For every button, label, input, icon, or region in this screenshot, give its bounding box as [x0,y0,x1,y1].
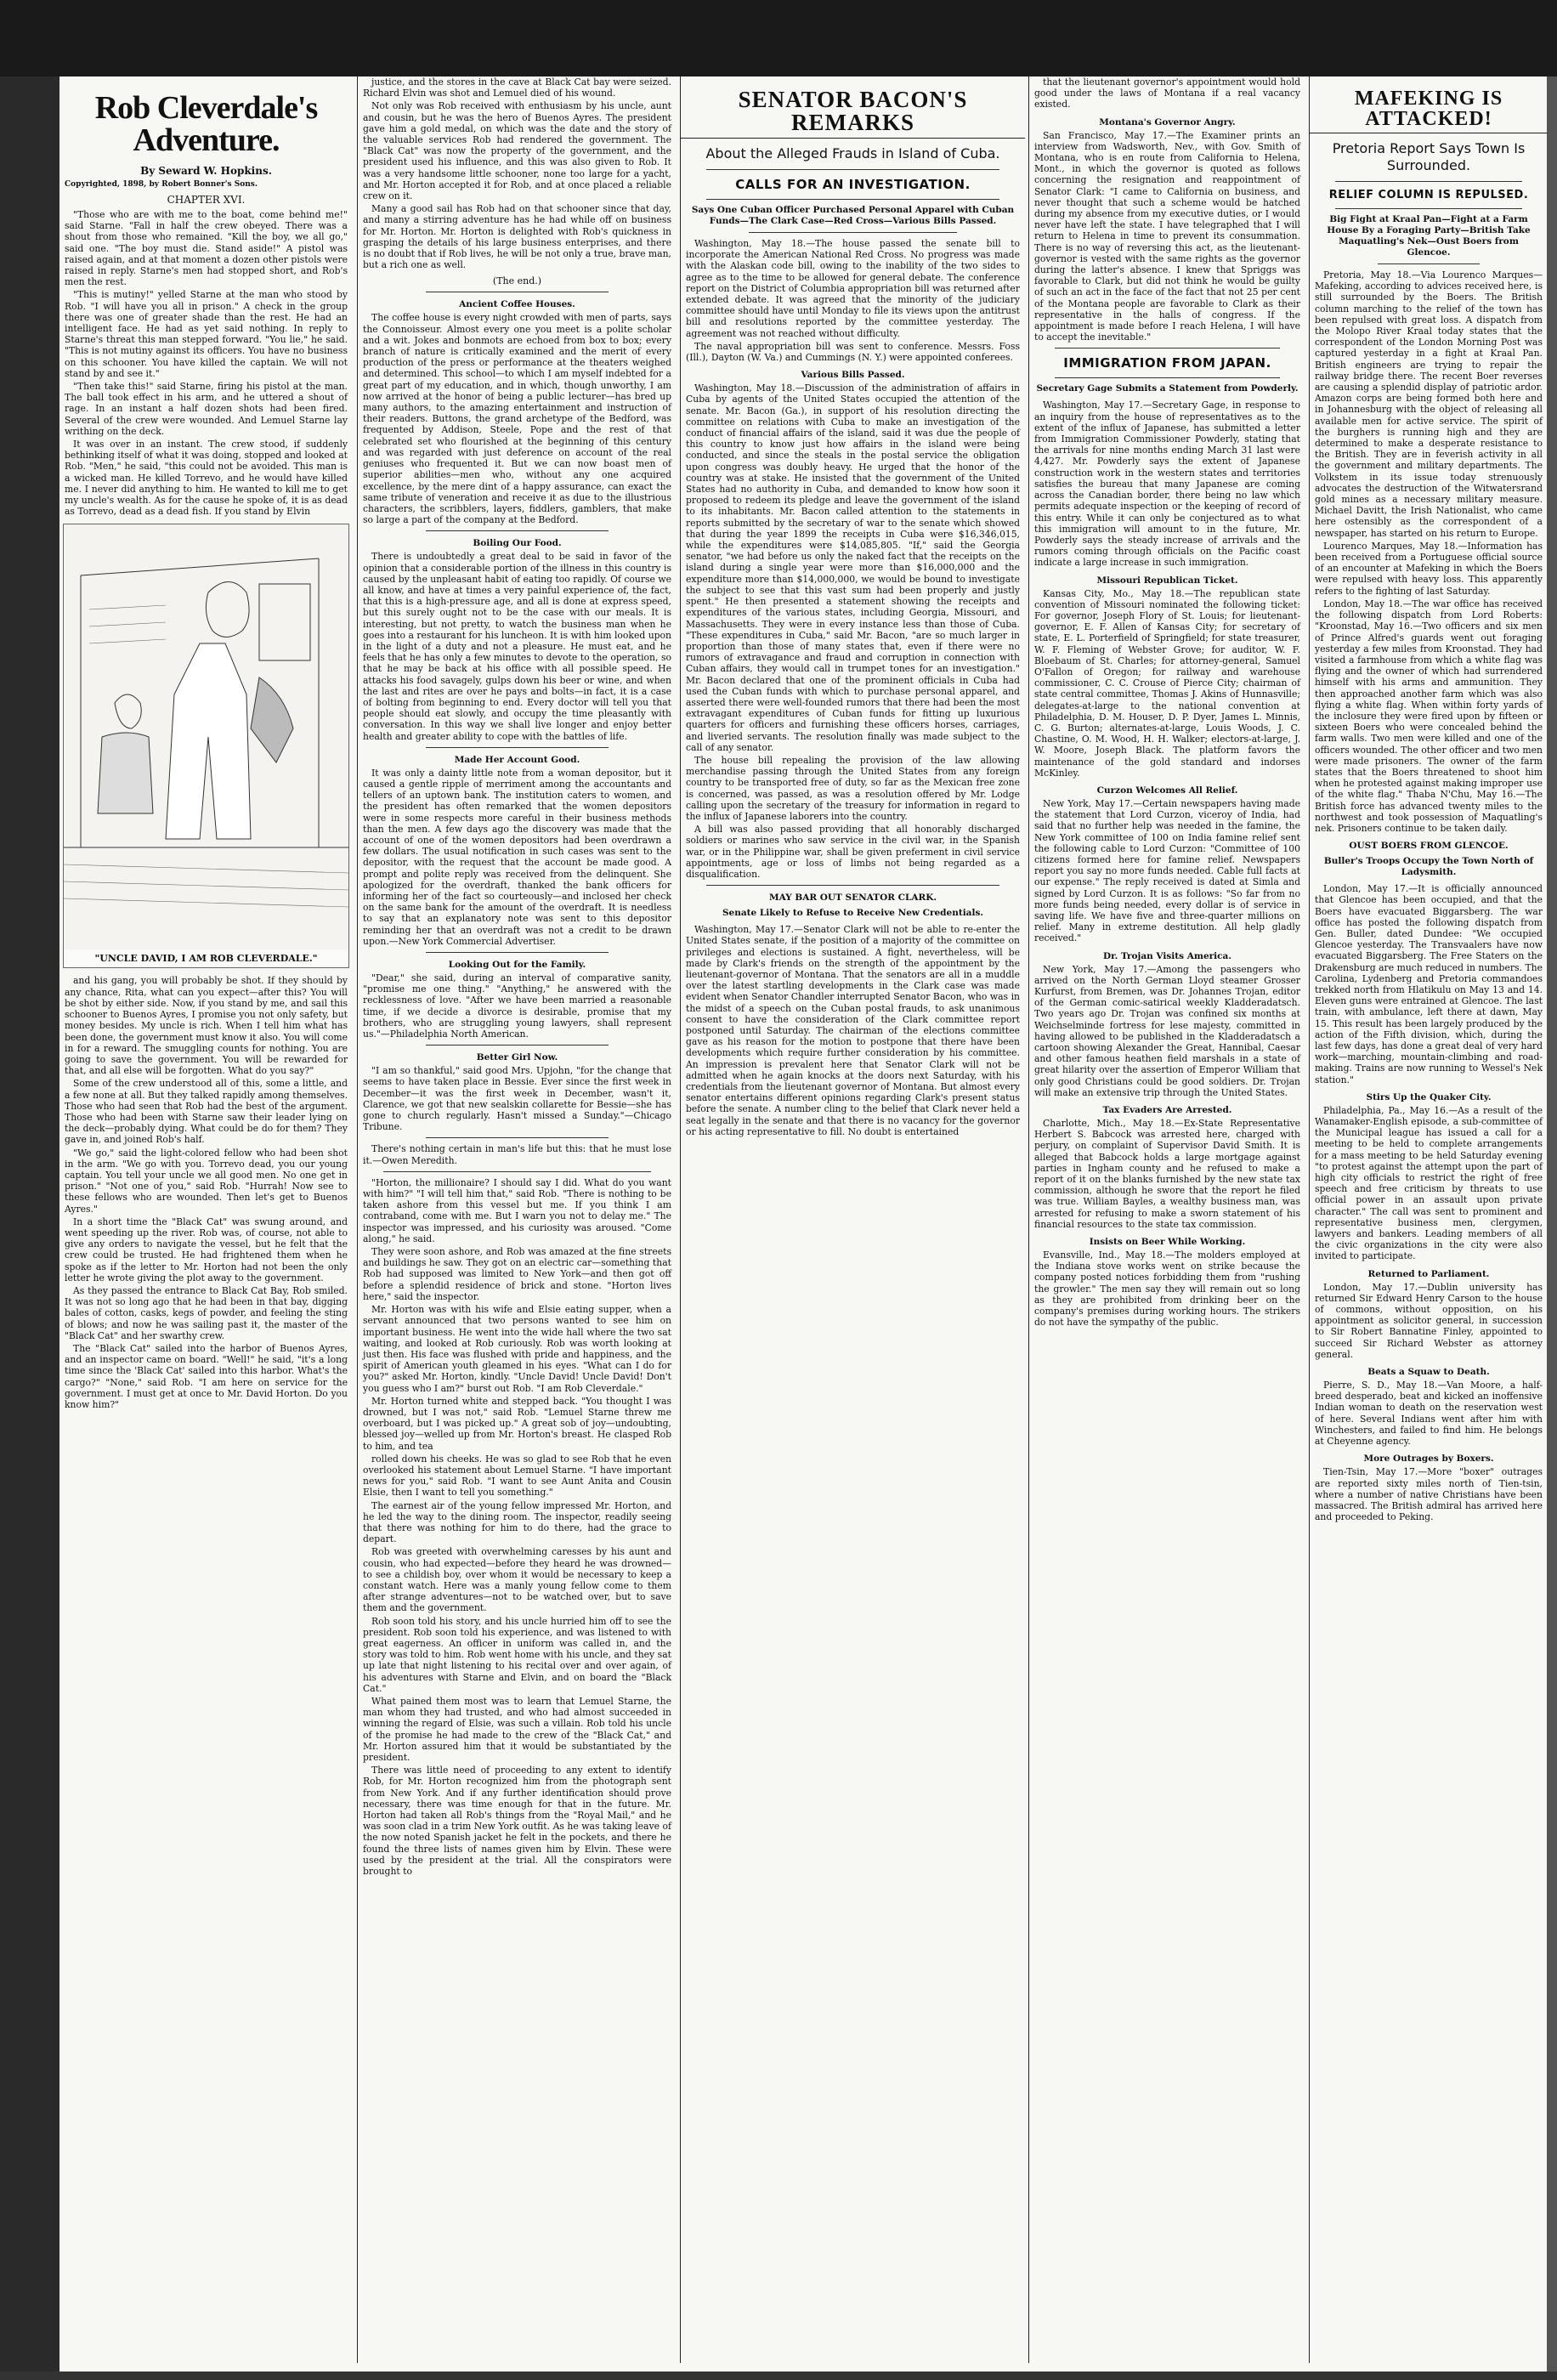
paragraph: The "Black Cat" sailed into the harbor of Buenos Ayres, and an inspector came on board. "Well!" he said, "it's a long time since the 'Black Cat' sailed into this harbor. What's the cargo?" "None," said Rob. "I am here on service for the government. I must get at once to Mr. David Horton. Do you know him?" [65,1342,348,1410]
item-heading: Insists on Beer While Working. [1089,1237,1246,1248]
paragraph: Charlotte, Mich., May 18.—Ex-State Representative Herbert S. Babcock was arrested here, charged with perjury, on complaint of Supervisor David Smith. It is alleged that Babcock holds a large mortgage against parties in Ingham county and he refused to make a report of it on the blanks furnished by the new state tax commission, although he swore that the report he filed was true. William Bayles, a wealthy business man, was arrested for refusing to make a sworn statement of his financial resources to the state tax commission. [1034,1118,1300,1230]
deck-bold: CALLS FOR AN INVESTIGATION. [735,177,971,192]
deck: Pretoria Report Says Town Is Surrounded. [1332,140,1526,173]
headline-bacon: SENATOR BACON'S REMARKS [681,76,1025,139]
item-heading: Looking Out for the Family. [448,960,586,971]
item-heading: Stirs Up the Quaker City. [1366,1091,1492,1102]
item-heading: Various Bills Passed. [801,370,905,381]
item-heading: MAY BAR OUT SENATOR CLARK. [768,892,937,904]
column-1 [59,76,353,2363]
item-heading: Beats a Squaw to Death. [1367,1367,1490,1378]
item-heading: Ancient Coffee Houses. [459,299,575,310]
paragraph: Lourenco Marques, May 18.—Information has been received from a Portuguese official source of an encounter at Mafeking in which the Boers were repulsed with heavy loss. This apparently refers to the fighting of last Saturday. [1315,540,1543,597]
column-5 [1309,76,1548,2363]
paragraph: As they passed the entrance to Black Cat Bay, Rob smiled. It was not so long ago that he had been in that bay, digging bales of cotton, casks, kegs of powder, and feeling the sting of blows; and now he was sailing past it, the master of the "Black Cat" and her swarthy crew. [65,1284,348,1341]
paragraph: and his gang, you will probably be shot. If they should by any chance, Rita, what can you expect—after this? You will be shot by either side. Now, if you stand by me, and sail this schooner to Buenos Ayres, I promise you not only safety, but money besides. My uncle is rich. When I tell him what has been done, the government must know it also. You will come in for a reward. The smuggling counts for nothing. You are going to save the government. You will be rewarded for that, and all else will be forgotten. What do you say?" [65,975,348,1077]
deck: About the Alleged Frauds in Island of Cuba. [705,145,1000,162]
paragraph: justice, and the stores in the cave at Black Cat bay were seized. Richard Elvin was shot and Lemuel died of his wound. [363,76,671,99]
item-heading: Missouri Republican Ticket. [1096,575,1238,586]
paragraph: Washington, May 17.—Senator Clark will not be able to re-enter the United States senate, if the position of a majority of the committee on privileges and elections is sustained. A fight, nevertheless, will be made by Clark's friends on the strength of the appointment by the lieutenant-governor of Montana. That the senators are all in a muddle over the latest startling developments in the Clark case was made evident when Senator Chandler interrupted Senator Bacon, who was in the midst of a speech on the Cuban postal frauds, to ask unanimous consent to have the consideration of the Clark committee report postponed until Saturday. The chairman of the elections committee gave as his reason for the motion to postpone that there have been developments which require further consideration by his committee. An impression is prevalent here that Senator Clark will not be admitted when he again knocks at the doors next Saturday, with his credentials from the lieutenant governor of Montana. But almost every senator entertains different opinions regarding Clark's present status before the senate. A number cling to the belief that Clark never held a seat legally in the senate and that there is no vacancy for the governor or his acting representative to fill. No doubt is entertained [686,924,1020,1137]
item-heading: Curzon Welcomes All Relief. [1096,785,1238,796]
paragraph: They were soon ashore, and Rob was amazed at the fine streets and buildings he saw. They got on an electric car—something that Rob had supposed was limited to New York—and then got off before a splendid residence of brick and stone. "Horton lives here," said the inspector. [363,1246,671,1302]
divider [749,232,957,233]
paragraph: There is undoubtedly a great deal to be said in favor of the opinion that a considerable portion of the illness in this country is caused by the unpleasant habit of eating too rapidly. Of course we all know, and have at times a very painful experience of, the fact, that this is a high-pressure age, and all is done at express speed, but this surely ought not to be the case with our meals. It is interesting, but not pretty, to watch the business man when he goes into a restaurant for his luncheon. It is with him looked upon in the light of a duty and not a pleasure. He must eat, and he feels that he has only a few minutes to devote to the operation, so that he may be back at his office with all possible speed. He attacks his food savagely, gulps down his beer or wine, and when the last and rites are over he pays and bolts—in fact, it is a case of bolting from beginning to end. Every doctor will tell you that people should eat slowly, and occupy the time pleasantly with conversation. In this way we shall live longer and enjoy better health and greater ability to cope with the battles of life. [363,551,672,742]
paragraph: The house bill repealing the provision of the law allowing merchandise passing through the United States from any foreign country to be transported free of duty, so far as the Mexican free zone is concerned, was passed, as was a resolution offered by Mr. Lodge calling upon the secretary of the treasury for information in regard to the influx of Japanese laborers into the country. [686,754,1020,822]
paragraph: It was over in an instant. The crew stood, if suddenly bethinking itself of what it was doing, stopped and looked at Rob. "Men," he said, "this could not be avoided. This man is a wicked man. He killed Torrevo, and he would have killed me. I never did anything to him. He wanted to kill me to get my uncle's wealth. As for the cause he spoke of, it is as dead as Torrevo, dead as a dead fish. If you stand by Elvin [65,439,348,518]
paragraph: There's nothing certain in man's life but this: that he must lose it.—Owen Meredith. [363,1143,671,1166]
paragraph: Rob soon told his story, and his uncle hurried him off to see the president. Rob soon told his experience, and was listened to with great eagerness. An officer in uniform was called in, and the story was told to him. Rob went home with his uncle, and they sat up late that night listening to his recital over and over again, of his adventures with Starne and Elvin, and on board the "Black Cat." [363,1615,671,1694]
paragraph: The earnest air of the young fellow impressed Mr. Horton, and he led the way to the dining room. The inspector, readily seeing that there was nothing for him to do there, had the grace to depart. [363,1499,671,1545]
paragraph: A bill was also passed providing that all honorably discharged soldiers or marines who saw service in the civil war, in the Spanish war, or in the Philippine war, shall be given preferment in civil service appointments, age or loss of limbs not being regarded as a disqualification. [686,824,1020,880]
item-heading: Made Her Account Good. [454,754,580,765]
newspaper-page [59,76,1547,2372]
column-2 [357,76,677,2363]
divider [706,885,999,886]
divider [426,530,609,531]
paragraph: Washington, May 18.—The house passed the senate bill to incorporate the American National Red Cross. No progress was made with the Alaskan code bill, owing to the inability of the two sides to agree as to the time to be allowed for general debate. The conference report on the District of Columbia appropriation bill was returned after extended debate. It was agreed that the minority of the judiciary committee should have until Monday to file its views upon the antitrust bill and resolutions reported by the committee yesterday. The agreement was not reached without difficulty. [686,238,1020,339]
subheading: Says One Cuban Officer Purchased Personal Apparel with Cuban Funds—The Clark Case—Red Cross—Various Bills Passed. [691,205,1015,226]
paragraph: "Those who are with me to the boat, come behind me!" said Starne. "Fall in half the crew obeyed. There was a shout from those who remained. "Kill the boy, we all go," said one. "The boy must die. Stand aside!" A pistol was raised again, and at that moment a dozen other pistols were raised in reply. Starne's men had stopped short, and Rob's men the rest. [65,209,348,288]
chapter-heading: CHAPTER XVI. [167,194,246,206]
paragraph: Kansas City, Mo., May 18.—The republican state convention of Missouri nominated the following ticket: For governor, Joseph Flory of St. Louis; for lieutenant-governor, E. F. Allen of Kansas City; for secretary of state, E. L. Porterfield of Springfield; for state treasurer, W. F. Fleming of Webster Grove; for auditor, W. F. Bloebaum of St. Charles; for attorney-general, Samuel O'Fallon of Oregon; for railway and warehouse commissioner, C. C. Crouse of Pierce City; chairman of state central committee, Thomas J. Akins of Hunnasville; delegates-at-large to the national convention at Philadelphia, D. M. Houser, D. P. Dyer, James L. Minnis, C. G. Burton; alternates-at-large, Louis Woods, J. C. Chastine, O. M. Wood, H. H. Walker; electors-at-large, J. W. Moore, Joseph Black. The platform favors the maintenance of the gold standard and indorses McKinley. [1034,587,1300,779]
item-heading: More Outrages by Boxers. [1363,1454,1494,1465]
paragraph: Many a good sail has Rob had on that schooner since that day, and many a stirring adventure has he had while off on business for Mr. Horton. Mr. Horton is delighted with Rob's quickness in grasping the details of his large business enterprises, and there is no doubt that if Rob lives, he will be not only a true, brave man, but a rich one as well. [363,203,671,271]
paragraph: Mr. Horton turned white and stepped back. "You thought I was drowned, but I was not," said Rob. "Lemuel Starne threw me overboard, but I was picked up." A great sob of joy—undoubting, blessed joy—welled up from Mr. Horton's breast. He clasped Rob to him, and tea [363,1395,671,1452]
subheading: Buller's Troops Occupy the Town North of Ladysmith. [1323,856,1534,878]
subheading: Senate Likely to Refuse to Receive New Credentials. [722,908,984,919]
paragraph: There was little need of proceeding to any extent to identify Rob, for Mr. Horton recognized him from the photograph sent from New York. And if any further identification should prove necessary, there was time enough for that in the future. Mr. Horton had taken all Rob's things from the "Royal Mail," and he was soon clad in a trim New York outfit. As he was taking leave of the now noted Spanish jacket he felt in the pockets, and there he found the three lists of names given him by Elvin. These were used by the president at the trial. All the conspirators were brought to [363,1765,671,1878]
paragraph: "I am so thankful," said good Mrs. Upjohn, "for the change that seems to have taken place in Bessie. Ever since the first week in December—it was the first week in December, wasn't it, Clarence, we got that new sealskin collarette for Bessie—she has gone to church regularly. Hasn't missed a Sunday."—Chicago Tribune. [363,1065,671,1133]
headline-mafeking: MAFEKING IS ATTACKED! [1310,76,1548,133]
paragraph: The naval appropriation bill was sent to conference. Messrs. Foss (Ill.), Dayton (W. Va.) and Cummings (N. Y.) were appointed conferees. [686,340,1020,364]
paragraph: Washington, May 18.—Discussion of the administration of affairs in Cuba by agents of the United States occupied the attention of the senate. Mr. Bacon (Ga.), in support of his resolution directing the committee on relations with Cuba to make an investigation of the conduct of financial affairs of the island, said it was due the people of this country to know just how affairs in the island were being conducted, and since the steals in the postal service the obligation upon congress was doubly heavy. He urged that the honor of the country was at stake. He insisted that the government of the United States had no authority in Cuba, and demanded to know how soon it proposed to redeem its pledge and leave the government of the island to its inhabitants. Mr. Bacon called attention to the statements in reports submitted by the secretary of war to the senate which showed that during the year 1899 the receipts in Cuba were $16,346,015, while the expenditures were $14,085,805. "If," said the Georgia senator, "we had before us only the naked fact that the receipts on the island during a single year were more than $16,000,000 and the expenditure more than $14,000,000, we would be bound to investigate the subject to see that this vast sum had been properly and justly spent." He then presented a statement showing the receipts and expenditures of the various states, including Georgia, Missouri, and Massachusetts. They were in every instance less than those of Cuba. "These expenditures in Cuba," said Mr. Bacon, "are so much larger in proportion than those of many states that, even if there were no rumors of extravagance and fraud and corruption in connection with Cuban affairs, they would call in trumpet tones for an investigation." Mr. Bacon declared that one of the prominent officials in Cuba had used the Cuban funds with which to purchase personal apparel, and asserted there were well-founded rumors that there had been the most extravagant expenditures of Cuban funds for fitting up luxurious quarters for officers and furnishing these officers horses, carriages, and liveried servants. The resolution finally was made subject to the call of any senator. [686,382,1020,753]
column-3 [680,76,1025,2363]
headline-immigration: IMMIGRATION FROM JAPAN. [1063,355,1271,371]
illustration-caption: "UNCLE DAVID, I AM ROB CLEVERDALE." [94,953,318,965]
item-heading: Montana's Governor Angry. [1099,116,1236,128]
paragraph: The coffee house is every night crowded with men of parts, says the Connoisseur. Almost every one you meet is a polite scholar and a wit. Jokes and bonmots are echoed from box to box; every branch of nature is critically examined and the merit of every production of the press or performance at the theaters weighed and determined. This school—to which I am myself indebted for a great part of my education, and in which, though unworthy, I am now arrived at the honor of being a public lecturer—has bred up many authors, to the amazing entertainment and instruction of their readers. Buttons, the grand archetype of the Bedford, was frequented by Addison, Steele, Pope and the rest of that celebrated set who flourished at the beginning of this century and was regarded with just deference on account of the real geniuses who frequented it. But we can now boast men of superior abilities—men who, without any one acquired excellence, by the mere dint of a happy assurance, can exact the same tribute of veneration and receive it as due to the illustrious characters, the scribblers, layers, fiddlers, gamblers, that make so large a part of the company at the Bedford. [363,312,671,526]
paragraph: In a short time the "Black Cat" was swung around, and went speeding up the river. Rob was, of course, not able to give any orders to navigate the vessel, but he felt that the crew could be trusted. He had frightened them when he spoke as if the letter to Mr. Horton had not been the only letter he wrote giving the plot away to the government. [65,1216,348,1284]
divider [1335,181,1522,182]
scan-left-margin [0,76,59,2380]
paragraph: "Horton, the millionaire? I should say I did. What do you want with him?" "I will tell him that," said Rob. "There is nothing to be taken ashore from this vessel but me. If you think I am contraband, come with me. But I warn you not to delay me." The inspector was impressed, and his curiosity was aroused. "Come along," he said. [363,1176,671,1244]
paragraph: "We go," said the light-colored fellow who had been shot in the arm. "We go with you. Torrevo dead, you our young captain. You tell your uncle we all good men. No one get in prison." "Not one of you," said Rob. "Hurrah! Now see to these fellows who are wounded. Then let's get to Buenos Ayres." [65,1147,348,1215]
item-heading: Returned to Parliament. [1367,1268,1490,1279]
story-end-mark: (The end.) [492,275,542,287]
item-heading: Dr. Trojan Visits America. [1102,950,1232,961]
divider [706,199,999,200]
paragraph: Tien-Tsin, May 17.—More "boxer" outrages are reported sixty miles north of Tien-tsin, where a number of native Christians have been massacred. The British admiral has arrived here and proceeded to Peking. [1315,1466,1543,1523]
item-heading: Boiling Our Food. [473,538,562,549]
divider [1055,377,1280,378]
divider [1335,208,1522,209]
paragraph: rolled down his cheeks. He was so glad to see Rob that he even overlooked his statement about Lemuel Starne. "I have important news for you," said Rob. "I want to see Aunt Anita and Cousin Elsie, then I want to tell you something." [363,1453,671,1499]
paragraph: "Then take this!" said Starne, firing his pistol at the man. The ball took effect in his arm, and he uttered a shout of rage. In an instant a half dozen shots had been fired. Several of the crew were wounded. And Lemuel Starne lay writhing on the deck. [65,381,348,437]
paragraph: New York, May 17.—Certain newspapers having made the statement that Lord Curzon, viceroy of India, had said that no further help was needed in the famine, the New York committee of 100 on India famine relief sent the following cable to Lord Curzon: "Committee of 100 citizens formed here for famine relief. Newspapers report you say no more funds needed. Cable full facts at our expense." The reply received is dated at Simla and signed by Lord Curzon. It is as follows: "So far from no more funds being needed, every dollar is of service in saving life. We have five and three-quarter millions on relief. Many in extreme destitution. All help gladly received." [1034,797,1300,944]
paragraph: Evansville, Ind., May 18.—The molders employed at the Indiana stove works went on strike because the company posted notices forbidding them from "rushing the growler." The men say they will remain out so long as they are prohibited from drinking beer on the company's premises during working hours. The strikers do not have the sympathy of the public. [1034,1250,1300,1329]
scan-right-margin [1547,76,1557,2380]
paragraph: London, May 17.—It is officially announced that Glencoe has been occupied, and that the Boers have evacuated Biggarsberg. The war office has posted the following dispatch from Gen. Buller, dated Dundee: "We occupied Glencoe yesterday. The Transvaalers have now evacuated Biggarsberg. The Free Staters on the Drakensburg are much reduced in numbers. The Carolina, Lydenberg and Pretoria commandoes trekked north from Hlatikulu on May 13 and 14. Eleven guns were entrained at Glencoe. The last train, with ambulance, left there at dawn, May 15. This result has been largely produced by the action of the Fifth division, which, during the last few days, has done a great deal of very hard work—marching, mountain-climbing and road-making. Trains are now running to Wessel's Nek station." [1315,883,1543,1085]
paragraph: Some of the crew understood all of this, some a little, and a few none at all. But they talked rapidly among themselves. Those who had seen that Rob had the best of the argument. Those who had been with Starne saw their leader lying on the deck—probably dying. What could be do for them? They gave in, and joined Rob's half. [65,1078,348,1146]
story-copyright: Copyrighted, 1898, by Robert Bonner's Sons. [65,180,258,189]
divider [426,1137,609,1138]
paragraph: San Francisco, May 17.—The Examiner prints an interview from Wadsworth, Nev., with Gov. Smith of Montana, who is en route from California to Helena, Mont., in which the governor is quoted as follows concerning the resignation and reappointment of Senator Clark: "I came to California on business, and never thought that such a scheme would be hatched during my absence from my executive duties, or I would never have left the state. I have telegraphed that I will return to Helena in time to prevent its consummation. There is no way of reversing this act, as the lieutenant-governor is vested with the same rights as the governor during the latter's absence. I knew that Spriggs was favorable to Clark, but did not think he would be guilty of such an act in the face of the fact that not 25 per cent of the Montana people are favorable to Clark as their representative in the halls of congress. If the appointment is made before I reach Helena, I will have to accept the inevitable." [1034,129,1300,343]
subheading: Big Fight at Kraal Pan—Fight at a Farm House By a Foraging Party—British Take Maquatling's Nek—Oust Boers from Glencoe. [1327,214,1531,258]
paragraph: Pretoria, May 18.—Via Lourenco Marques—Mafeking, according to advices received here, is still surrounded by the Boers. The British column marching to the relief of the town has been repulsed with great loss. A dispatch from the Molopo River Kraal today states that the correspondent of the London Morning Post was captured yesterday in a fight at Kraal Pan. British engineers are trying to repair the railway bridge there. The recent Boer reverses are causing a splendid display of patriotic ardor. Amazon corps are being formed both here and in Johannesburg with the object of releasing all available men for active service. The spirit of the burghers is running high and they are determined to make a desperate resistance to the British. They are in feverish activity in all the government and military departments. The Volkstem in its issue today strenuously advocates the destruction of the Witwatersrand gold mines as a necessary military measure. Michael Davitt, the Irish Nationalist, who came here ostensibly as the correspondent of a newspaper, has started on his return to Europe. [1315,269,1543,539]
story-headline: Rob Cleverdale's Adventure. [94,90,318,158]
paragraph: "Dear," she said, during an interval of comparative sanity, "promise me one thing." "Anything," he answered with the recklessness of love. "After we have been married a reasonable time, if we decide a divorce is desirable, promise that my brothers, who are struggling young lawyers, shall represent us."—Philadelphia North American. [363,972,671,1040]
paragraph: New York, May 17.—Among the passengers who arrived on the North German Lloyd steamer Grosser Kurfurst, from Bremen, was Dr. Johannes Trojan, editor of the German comic-satirical weekly Kladderadatsch. Two years ago Dr. Trojan was confined six months at Weichselminde fortress for lese majesty, committed in having allowed to be published in the Kladderadatsch a cartoon showing Alexander the Great, Hannibal, Caesar and other famous heathen field marshals in a state of great hilarity over the assertion of Emperor William that only good Christians could be good soldiers. Dr. Trojan will make an extensive trip through the United States. [1034,963,1300,1098]
paragraph: What pained them most was to learn that Lemuel Starne, the man whom they had trusted, and who had almost succeeded in winning the regard of Elsie, was such a villain. Rob told his uncle of the promise he had made to the crew of the "Black Cat," and Mr. Horton assured him that it would be substantiated by the president. [363,1696,671,1764]
paragraph: that the lieutenant governor's appointment would hold good under the laws of Montana if a real vacancy existed. [1034,76,1300,110]
illustration-drawing [64,524,348,949]
divider [426,952,609,953]
deck-bold: RELIEF COLUMN IS REPULSED. [1328,189,1529,201]
paragraph: Mr. Horton was with his wife and Elsie eating supper, when a servant announced that two persons wanted to see him on important business. He went into the wide hall where the two sat waiting, and looked at Rob curiously. Rob was worth looking at just then. His face was flushed with pride and happiness, and the spirit of American youth gleamed in his eyes. "What can I do for you?" asked Mr. Horton, kindly. "Uncle David! Uncle David! Don't you guess who I am?" burst out Rob. "I am Rob Cleverdale." [363,1304,671,1394]
scan-top-margin [0,0,1557,76]
item-heading: Better Girl Now. [476,1052,558,1063]
divider [383,1171,651,1172]
paragraph: London, May 17.—Dublin university has returned Sir Edward Henry Carson to the house of commons, without opposition, on his appointment as solicitor general, in succession to Sir Robert Bannatine Finley, appointed to succeed Sir Richard Webster as attorney general. [1315,1281,1543,1360]
paragraph: Not only was Rob received with enthusiasm by his uncle, aunt and cousin, but he was the hero of Buenos Ayres. The president gave him a gold medal, on which was the date and the story of the valuable services Rob had rendered the government. The "Black Cat" was now the property of the government, and the president used his influence, and this was also given to Rob. It was a very handsome little schooner, none too large for a yacht, and Mr. Horton accepted it for Rob, and at once placed a reliable crew on it. [363,100,671,202]
paragraph: "This is mutiny!" yelled Starne at the man who stood by Rob. "I will have you all in prison." A check in the group there was one of greater shade than the rest. He had an intelligent face. He had as yet said nothing. In reply to Starne's threat this man stepped forward. "You lie," he said. "This is not mutiny against its officers. You have no business on this schooner. You have killed the captain. We will not stand by and see it." [65,289,348,379]
subheading: Secretary Gage Submits a Statement from Powderly. [1036,383,1299,394]
paragraph: Washington, May 17.—Secretary Gage, in response to an inquiry from the house of representatives as to the extent of the influx of Japanese, has submitted a letter from Immigration Commissioner Powderly, stating that the arrivals for nine months ending March 31 last were 4,427. Mr. Powderly says the extent of Japanese construction work in the western states and territories satisfies the bureau that many Japanese are coming across the Canadian border, there being no law which permits adequate inspection or the keeping of record of this entry. While it can only be conjectured as to what this immigration will amount to in the future, Mr. Powderly says the steady increase of arrivals and the rumors coming through officials on the Pacific coast indicate a large increase in such immigration. [1034,400,1300,569]
paragraph: Rob was greeted with overwhelming caresses by his aunt and cousin, who had expected—before they heard he was drowned—to see a childish boy, over whom it would be necessary to keep a constant watch. Here was a manly young fellow come to them after strange adventures—not to be watched over, but to save them and the government. [363,1546,671,1614]
paragraph: London, May 18.—The war office has received the following dispatch from Lord Roberts: "Kroonstad, May 16.—Two officers and six men of Prince Alfred's guards went out foraging yesterday a few miles from Kroonstad. They had visited a farmhouse from which a white flag was flying and the owner of which had surrendered himself with his arms and ammunition. They then approached another farm which was also flying a white flag. When within forty yards of the inclosure they were fired upon by fifteen or sixteen Boers who were concealed behind the farm walls. Two men were killed and one of the officers wounded. The other officer and two men were made prisoners. The owner of the farm states that the Boers threatened to shoot him when he protested against making improper use of the white flag." Thaba N'Chu, May 16.—The British force has advanced twenty miles to the northwest and took possession of Maquatling's nek. Prisoners continue to be taken daily. [1315,598,1543,834]
divider [706,169,999,170]
divider [426,1045,609,1046]
paragraph: Philadelphia, Pa., May 16.—As a result of the Wanamaker-English episode, a sub-committee of the Municipal league has issued a call for a meeting to be held to complete arrangements for a mass meeting to be held Saturday evening "to protest against the attempt upon the part of high city officials to restrict the right of free speech and free criticism by threats to use official power in an assault upon private character." The call was sent to prominent and representative business men, clergymen, lawyers and bankers. Leading members of all the civic organizations in the city were also invited to participate. [1315,1104,1543,1262]
paragraph: Pierre, S. D., May 18.—Van Moore, a half-breed desperado, beat and kicked an inoffensive Indian woman to death on the reservation west of here. Several Indians went after him with Winchesters, and failed to find him. He belongs at Cheyenne agency. [1315,1380,1543,1448]
item-heading: Tax Evaders Are Arrested. [1102,1105,1232,1116]
story-byline: By Seward W. Hopkins. [140,165,272,177]
column-4 [1028,76,1305,2363]
scan-bottom-margin [0,2372,1557,2380]
story-illustration [63,524,349,968]
item-heading: OUST BOERS FROM GLENCOE. [1349,841,1509,852]
divider [426,747,609,748]
paragraph: It was only a dainty little note from a woman depositor, but it caused a gentle ripple of merriment among the accountants and tellers of an uptown bank. The institution caters to women, and the president has often remarked that the women depositors were in some respects more careful in their business methods than the men. A few days ago the discovery was made that the account of one of the women depositors had been overdrawn a few dollars. The usual notification in such cases was sent to the depositor, with the request that the account be made good. A prompt and polite reply was received from the delinquent. She apologized for the overdraft, thanked the bank officers for informing her of the fact so courteously—and inclosed her check on the same bank for the amount of the overdraft. It is needless to say that an explanatory note was sent to this depositor reminding her that an overdraft was not a credit to be drawn upon.—New York Commercial Advertiser. [363,767,671,947]
